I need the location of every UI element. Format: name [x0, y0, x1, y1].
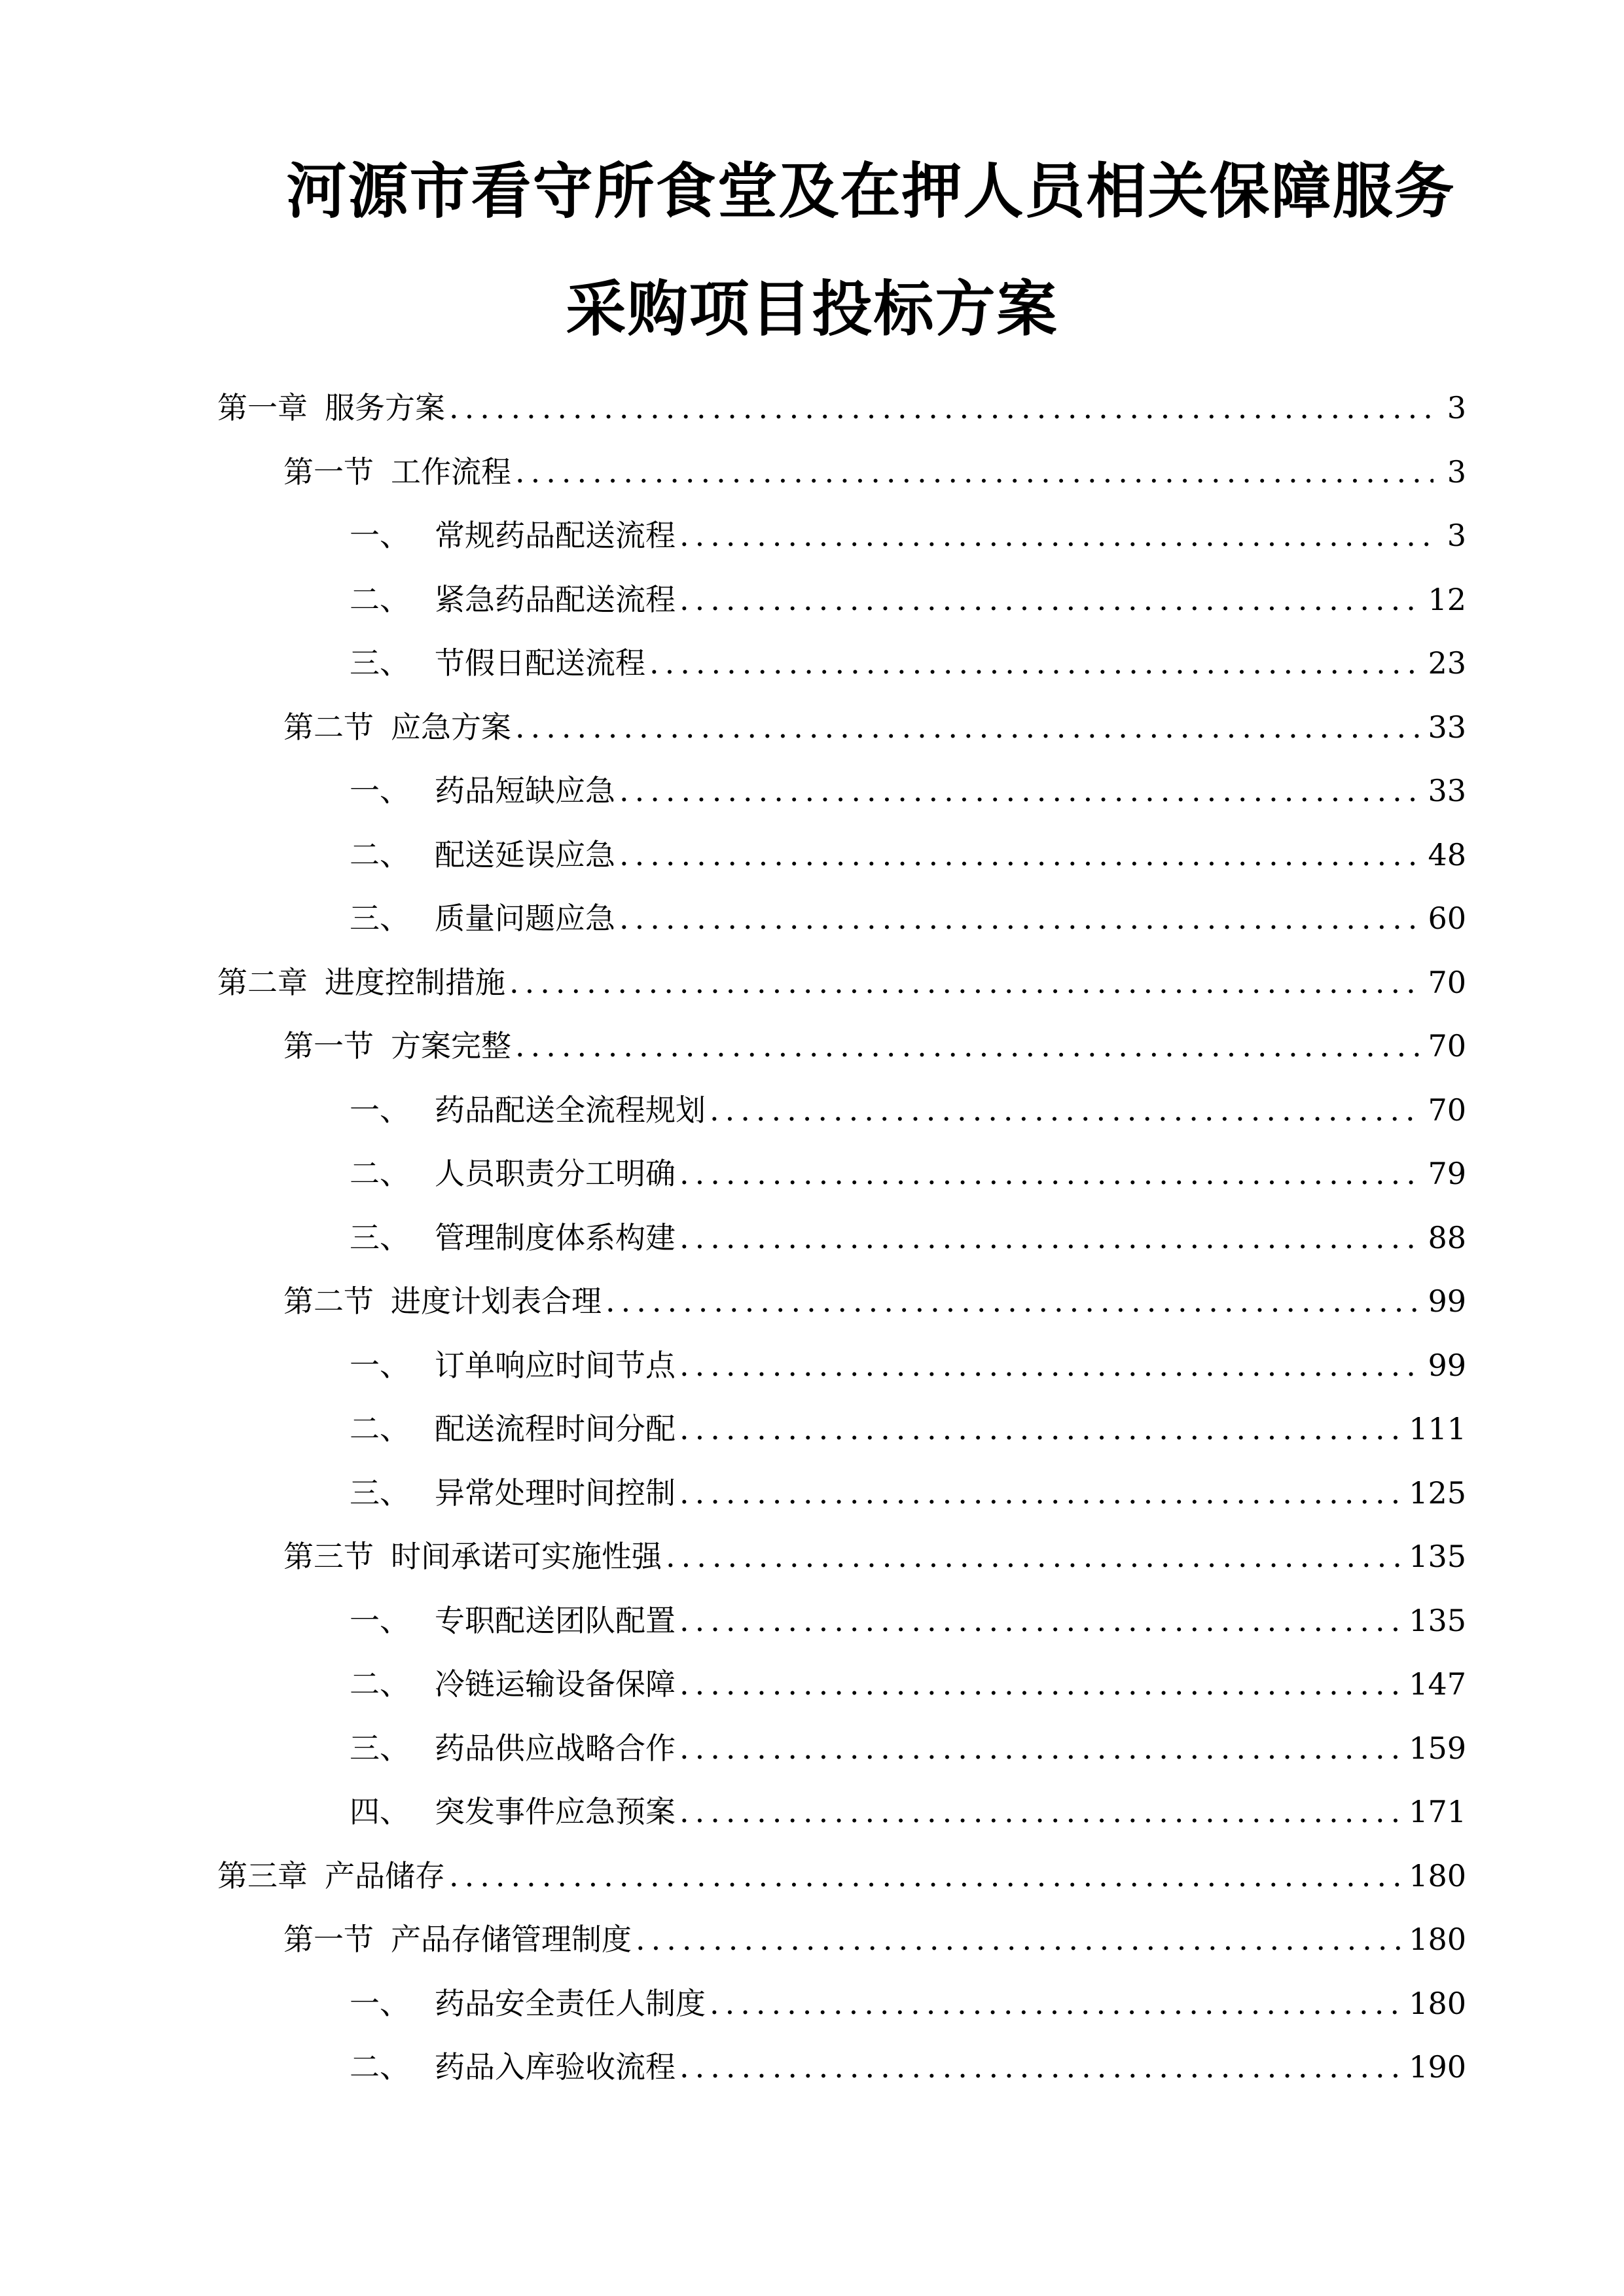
toc-dot-leader	[679, 580, 1421, 619]
toc-entry-number: 三、	[350, 1730, 410, 1766]
toc-dot-leader	[679, 2047, 1402, 2087]
toc-entry-label	[350, 643, 645, 683]
toc-entry-number: 一、	[350, 772, 410, 808]
toc-entry-title: 服务方案	[325, 389, 445, 425]
toc-entry-title: 产品存储管理制度	[391, 1921, 632, 1957]
toc-entry[interactable]	[217, 1844, 1466, 1907]
toc-entry-title: 配送延误应急	[435, 836, 615, 872]
toc-entry-number: 二、	[350, 1410, 410, 1446]
toc-dot-leader	[666, 1537, 1402, 1576]
toc-dot-leader	[636, 1920, 1402, 1959]
toc-entry-label	[283, 1920, 632, 1959]
toc-entry-label	[350, 516, 676, 555]
toc-entry-label	[283, 1537, 662, 1576]
toc-entry-number: 第一节	[283, 454, 374, 490]
toc-entry-title: 进度控制措施	[325, 964, 505, 1000]
toc-dot-leader	[515, 1026, 1421, 1066]
toc-entry[interactable]	[350, 1078, 1466, 1141]
toc-entry-title: 配送流程时间分配	[435, 1410, 676, 1446]
toc-dot-leader	[679, 1664, 1402, 1704]
toc-page-number: 125	[1409, 1475, 1466, 1511]
toc-entry[interactable]	[217, 950, 1466, 1014]
toc-entry[interactable]	[283, 440, 1466, 503]
toc-entry-label	[217, 388, 445, 427]
toc-entry-label	[350, 1664, 676, 1704]
toc-entry[interactable]	[350, 1206, 1466, 1269]
document-title-line-2: 采购项目投标方案	[566, 274, 1058, 344]
toc-entry-label	[283, 1282, 602, 1321]
toc-entry-label	[350, 1346, 676, 1385]
toc-entry-number: 二、	[350, 2049, 410, 2085]
toc-entry[interactable]	[283, 1907, 1466, 1971]
toc-entry[interactable]	[350, 1141, 1466, 1205]
toc-entry-label	[217, 963, 505, 1002]
toc-entry[interactable]	[350, 886, 1466, 950]
toc-page-number: 12	[1428, 581, 1466, 617]
toc-entry[interactable]	[350, 1652, 1466, 1715]
toc-entry-title: 药品供应战略合作	[435, 1730, 676, 1766]
toc-entry-title: 药品安全责任人制度	[435, 1985, 706, 2021]
toc-page-number: 70	[1428, 1092, 1466, 1128]
toc-entry-title: 订单响应时间节点	[435, 1347, 676, 1383]
document-title-line-1: 河源市看守所食堂及在押人员相关保障服务	[286, 156, 1456, 226]
toc-entry-label	[350, 580, 676, 619]
toc-entry[interactable]	[350, 1780, 1466, 1843]
toc-entry[interactable]	[350, 1397, 1466, 1460]
toc-page-number: 88	[1428, 1219, 1466, 1255]
toc-page-number: 33	[1428, 709, 1466, 745]
toc-entry[interactable]	[283, 1269, 1466, 1333]
toc-entry-title: 异常处理时间控制	[435, 1475, 676, 1511]
toc-entry-label	[350, 1218, 676, 1257]
toc-entry-title: 紧急药品配送流程	[435, 581, 676, 617]
toc-entry-label	[350, 771, 615, 810]
toc-entry-number: 第三章	[217, 1857, 308, 1893]
toc-entry-label	[350, 1154, 676, 1193]
toc-entry-title: 进度计划表合理	[391, 1283, 602, 1319]
toc-entry-number: 第三节	[283, 1538, 374, 1574]
toc-dot-leader	[679, 1792, 1402, 1831]
toc-entry-number: 四、	[350, 1793, 410, 1829]
toc-entry[interactable]	[350, 823, 1466, 886]
toc-dot-leader	[449, 1856, 1402, 1895]
toc-entry-number: 三、	[350, 1475, 410, 1511]
toc-entry-number: 第一节	[283, 1028, 374, 1064]
toc-entry-label	[283, 708, 511, 747]
toc-page-number: 23	[1428, 645, 1466, 681]
toc-dot-leader	[679, 1154, 1421, 1193]
toc-entry-title: 工作流程	[391, 454, 511, 490]
toc-entry-title: 产品储存	[325, 1857, 445, 1893]
toc-entry-label	[350, 1729, 676, 1768]
toc-entry[interactable]	[350, 1716, 1466, 1780]
toc-entry[interactable]	[350, 631, 1466, 694]
toc-dot-leader	[710, 1090, 1421, 1130]
toc-entry-number: 一、	[350, 517, 410, 553]
toc-entry-title: 质量问题应急	[435, 900, 615, 936]
toc-entry-title: 方案完整	[391, 1028, 511, 1064]
toc-entry-title: 药品配送全流程规划	[435, 1092, 706, 1128]
toc-entry-title: 管理制度体系构建	[435, 1219, 676, 1255]
toc-page-number: 147	[1409, 1666, 1466, 1702]
toc-entry-number: 二、	[350, 836, 410, 872]
toc-entry-title: 常规药品配送流程	[435, 517, 676, 553]
toc-page-number: 135	[1409, 1538, 1466, 1574]
toc-page-number: 180	[1409, 1857, 1466, 1893]
toc-dot-leader	[679, 1346, 1421, 1385]
toc-page-number: 48	[1428, 836, 1466, 872]
toc-dot-leader	[679, 1218, 1421, 1257]
toc-dot-leader	[449, 388, 1434, 427]
toc-entry-number: 三、	[350, 900, 410, 936]
toc-entry-number: 二、	[350, 1155, 410, 1191]
toc-dot-leader	[515, 708, 1421, 747]
toc-dot-leader	[619, 835, 1421, 874]
toc-entry-label	[217, 1856, 445, 1895]
toc-entry[interactable]	[350, 503, 1466, 567]
toc-page-number: 3	[1447, 389, 1466, 425]
toc-entry-label	[350, 1473, 676, 1513]
toc-page-number: 79	[1428, 1155, 1466, 1191]
toc-page-number: 33	[1428, 772, 1466, 808]
toc-entry-number: 二、	[350, 581, 410, 617]
toc-dot-leader	[619, 771, 1421, 810]
toc-entry-label	[350, 899, 615, 938]
toc-entry[interactable]	[350, 1971, 1466, 2035]
toc-entry-number: 第一节	[283, 1921, 374, 1957]
toc-page-number: 135	[1409, 1602, 1466, 1638]
toc-entry-number: 第二节	[283, 1283, 374, 1319]
toc-dot-leader	[679, 1601, 1402, 1640]
toc-page-number: 99	[1428, 1283, 1466, 1319]
toc-entry-number: 第一章	[217, 389, 308, 425]
toc-page-number: 70	[1428, 1028, 1466, 1064]
toc-entry-number: 三、	[350, 1219, 410, 1255]
toc-dot-leader	[619, 899, 1421, 938]
toc-entry[interactable]	[350, 2035, 1466, 2098]
toc-entry-number: 第二章	[217, 964, 308, 1000]
toc-entry-label	[283, 452, 511, 492]
toc-entry-label	[350, 835, 615, 874]
toc-page-number: 159	[1409, 1730, 1466, 1766]
toc-dot-leader	[710, 1984, 1402, 2023]
toc-entry-label	[350, 1601, 676, 1640]
toc-dot-leader	[679, 516, 1434, 555]
toc-entry-label	[350, 2047, 676, 2087]
toc-entry-number: 一、	[350, 1985, 410, 2021]
toc-page-number: 3	[1447, 517, 1466, 553]
toc-entry-number: 三、	[350, 645, 410, 681]
toc-entry-label	[350, 1984, 706, 2023]
toc-dot-leader	[679, 1409, 1402, 1448]
toc-entry-title: 药品入库验收流程	[435, 2049, 676, 2085]
toc-entry-title: 节假日配送流程	[435, 645, 645, 681]
toc-page-number: 60	[1428, 900, 1466, 936]
toc-entry-label	[350, 1090, 706, 1130]
toc-entry-number: 第二节	[283, 709, 374, 745]
toc-entry-title: 冷链运输设备保障	[435, 1666, 676, 1702]
toc-dot-leader	[509, 963, 1421, 1002]
toc-page-number: 111	[1409, 1410, 1466, 1446]
toc-dot-leader	[649, 643, 1421, 683]
toc-entry[interactable]	[350, 1333, 1466, 1397]
toc-entry[interactable]	[350, 1588, 1466, 1652]
toc-entry[interactable]	[350, 759, 1466, 822]
toc-entry[interactable]	[283, 695, 1466, 759]
toc-entry[interactable]	[350, 567, 1466, 631]
toc-entry-title: 专职配送团队配置	[435, 1602, 676, 1638]
toc-entry-title: 药品短缺应急	[435, 772, 615, 808]
toc-page-number: 180	[1409, 1985, 1466, 2021]
toc-entry-title: 应急方案	[391, 709, 511, 745]
toc-entry[interactable]	[350, 1461, 1466, 1524]
toc-page-number: 3	[1447, 454, 1466, 490]
toc-entry-label	[350, 1792, 676, 1831]
toc-entry[interactable]	[217, 376, 1466, 439]
toc-entry-number: 一、	[350, 1092, 410, 1128]
toc-entry-label	[283, 1026, 511, 1066]
toc-dot-leader	[679, 1473, 1402, 1513]
toc-entry[interactable]	[283, 1014, 1466, 1077]
toc-entry-label	[350, 1409, 676, 1448]
toc-dot-leader	[605, 1282, 1421, 1321]
toc-entry-number: 二、	[350, 1666, 410, 1702]
toc-dot-leader	[679, 1729, 1402, 1768]
toc-page-number: 180	[1409, 1921, 1466, 1957]
toc-dot-leader	[515, 452, 1434, 492]
toc-page-number: 99	[1428, 1347, 1466, 1383]
toc-entry-number: 一、	[350, 1347, 410, 1383]
toc-entry[interactable]	[283, 1524, 1466, 1588]
toc-page-number: 190	[1409, 2049, 1466, 2085]
toc-entry-title: 突发事件应急预案	[435, 1793, 676, 1829]
toc-entry-title: 人员职责分工明确	[435, 1155, 676, 1191]
toc-entry-number: 一、	[350, 1602, 410, 1638]
toc-page-number: 171	[1409, 1793, 1466, 1829]
toc-page-number: 70	[1428, 964, 1466, 1000]
toc-entry-title: 时间承诺可实施性强	[391, 1538, 662, 1574]
